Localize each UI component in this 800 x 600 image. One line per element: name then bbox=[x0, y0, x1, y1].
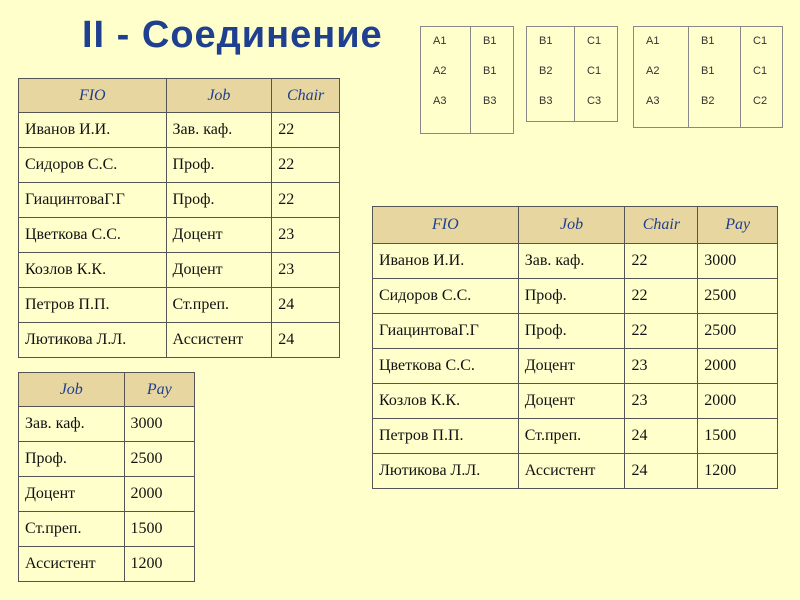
table-cell: Петров П.П. bbox=[19, 288, 167, 323]
table-cell: Ассистент bbox=[518, 454, 625, 489]
table-row bbox=[19, 183, 340, 218]
table-cell: Ассистент bbox=[19, 547, 125, 582]
mini-value: B1 bbox=[483, 65, 497, 77]
table-cell: Проф. bbox=[166, 148, 272, 183]
table-row bbox=[373, 419, 778, 454]
table-row bbox=[19, 148, 340, 183]
header-row bbox=[19, 79, 340, 113]
table-row bbox=[19, 407, 195, 442]
table-cell: Зав. каф. bbox=[166, 113, 272, 148]
table-cell: Проф. bbox=[19, 442, 125, 477]
column-header: Chair bbox=[272, 79, 340, 113]
table-cell: 24 bbox=[625, 454, 698, 489]
table-cell: Проф. bbox=[166, 183, 272, 218]
column-header: Chair bbox=[625, 207, 698, 244]
mini-value: B3 bbox=[539, 95, 553, 107]
mini-value: C1 bbox=[753, 35, 768, 47]
mini-value: A3 bbox=[646, 95, 660, 107]
table-cell: 24 bbox=[625, 419, 698, 454]
staff-table bbox=[18, 78, 340, 358]
column-header: FIO bbox=[373, 207, 519, 244]
mini-value: B2 bbox=[539, 65, 553, 77]
table-cell: Проф. bbox=[518, 279, 625, 314]
column-header: Pay bbox=[124, 373, 194, 407]
column-header: Job bbox=[19, 373, 125, 407]
table-cell: 22 bbox=[272, 113, 340, 148]
slide-title: II - Соединение bbox=[82, 14, 383, 56]
table-cell: 24 bbox=[272, 288, 340, 323]
table-row bbox=[373, 349, 778, 384]
table-cell: 3000 bbox=[124, 407, 194, 442]
table-cell: 3000 bbox=[698, 244, 778, 279]
table-cell: Цветкова С.С. bbox=[19, 218, 167, 253]
table-cell: Сидоров С.С. bbox=[373, 279, 519, 314]
table-row bbox=[373, 279, 778, 314]
column-header: Job bbox=[518, 207, 625, 244]
pay-table bbox=[18, 372, 195, 582]
table-cell: 2000 bbox=[698, 384, 778, 419]
mini-value: A2 bbox=[433, 65, 447, 77]
table-cell: 2500 bbox=[698, 279, 778, 314]
table-cell: 22 bbox=[272, 183, 340, 218]
mini-column bbox=[421, 27, 470, 133]
table-row bbox=[19, 477, 195, 512]
join-result-box bbox=[633, 26, 783, 128]
table-cell: ГиацинтоваГ.Г bbox=[19, 183, 167, 218]
table-cell: Петров П.П. bbox=[373, 419, 519, 454]
table-cell: 23 bbox=[272, 218, 340, 253]
mini-value: B1 bbox=[701, 65, 715, 77]
mini-value: C3 bbox=[587, 95, 602, 107]
mini-value: B2 bbox=[701, 95, 715, 107]
table-cell: 2000 bbox=[698, 349, 778, 384]
mini-value: B1 bbox=[483, 35, 497, 47]
table-cell: Козлов К.К. bbox=[19, 253, 167, 288]
mini-value: C1 bbox=[587, 35, 602, 47]
mini-value: A1 bbox=[433, 35, 447, 47]
table-cell: 22 bbox=[625, 279, 698, 314]
mini-value: C2 bbox=[753, 95, 768, 107]
table-cell: Козлов К.К. bbox=[373, 384, 519, 419]
table-row bbox=[19, 253, 340, 288]
table-row bbox=[19, 323, 340, 358]
table-row bbox=[19, 218, 340, 253]
table-cell: 23 bbox=[625, 349, 698, 384]
table-cell: Зав. каф. bbox=[19, 407, 125, 442]
table-row bbox=[19, 288, 340, 323]
mini-value: A3 bbox=[433, 95, 447, 107]
table-cell: 23 bbox=[625, 384, 698, 419]
table-row bbox=[19, 547, 195, 582]
table-cell: 2500 bbox=[124, 442, 194, 477]
table-cell: Иванов И.И. bbox=[373, 244, 519, 279]
table-cell: Ассистент bbox=[166, 323, 272, 358]
column-header: Pay bbox=[698, 207, 778, 244]
mini-column bbox=[470, 27, 516, 133]
table-cell: 2000 bbox=[124, 477, 194, 512]
mini-value: B3 bbox=[483, 95, 497, 107]
mini-value: B1 bbox=[539, 35, 553, 47]
mini-value: A1 bbox=[646, 35, 660, 47]
table-row bbox=[373, 384, 778, 419]
table-cell: 22 bbox=[625, 314, 698, 349]
relation-s-box bbox=[526, 26, 618, 122]
column-header: FIO bbox=[19, 79, 167, 113]
mini-column bbox=[740, 27, 785, 127]
table-cell: Доцент bbox=[166, 218, 272, 253]
table-cell: 2500 bbox=[698, 314, 778, 349]
table-cell: ГиацинтоваГ.Г bbox=[373, 314, 519, 349]
table-cell: 1500 bbox=[698, 419, 778, 454]
header-row bbox=[19, 373, 195, 407]
table-cell: Цветкова С.С. bbox=[373, 349, 519, 384]
table-row bbox=[19, 113, 340, 148]
table-cell: 1200 bbox=[698, 454, 778, 489]
table-row bbox=[19, 512, 195, 547]
mini-value: A2 bbox=[646, 65, 660, 77]
table-cell: Иванов И.И. bbox=[19, 113, 167, 148]
mini-value: C1 bbox=[753, 65, 768, 77]
table-cell: 22 bbox=[625, 244, 698, 279]
table-row bbox=[19, 442, 195, 477]
table-cell: 1200 bbox=[124, 547, 194, 582]
table-cell: 23 bbox=[272, 253, 340, 288]
table-cell: Ст.преп. bbox=[166, 288, 272, 323]
table-cell: Доцент bbox=[518, 384, 625, 419]
table-cell: 22 bbox=[272, 148, 340, 183]
table-cell: Зав. каф. bbox=[518, 244, 625, 279]
mini-value: C1 bbox=[587, 65, 602, 77]
mini-column bbox=[688, 27, 741, 127]
mini-column bbox=[527, 27, 574, 121]
join-result-table bbox=[372, 206, 778, 489]
table-cell: Лютикова Л.Л. bbox=[373, 454, 519, 489]
table-row bbox=[373, 314, 778, 349]
table-cell: Ст.преп. bbox=[19, 512, 125, 547]
table-cell: Сидоров С.С. bbox=[19, 148, 167, 183]
mini-column bbox=[634, 27, 688, 127]
table-cell: Доцент bbox=[518, 349, 625, 384]
table-cell: Ст.преп. bbox=[518, 419, 625, 454]
column-header: Job bbox=[166, 79, 272, 113]
table-row bbox=[373, 454, 778, 489]
table-row bbox=[373, 244, 778, 279]
table-cell: Доцент bbox=[19, 477, 125, 512]
header-row bbox=[373, 207, 778, 244]
mini-column bbox=[574, 27, 620, 121]
table-cell: Доцент bbox=[166, 253, 272, 288]
table-cell: 24 bbox=[272, 323, 340, 358]
table-cell: 1500 bbox=[124, 512, 194, 547]
relation-r-box bbox=[420, 26, 514, 134]
table-cell: Проф. bbox=[518, 314, 625, 349]
mini-value: B1 bbox=[701, 35, 715, 47]
table-cell: Лютикова Л.Л. bbox=[19, 323, 167, 358]
